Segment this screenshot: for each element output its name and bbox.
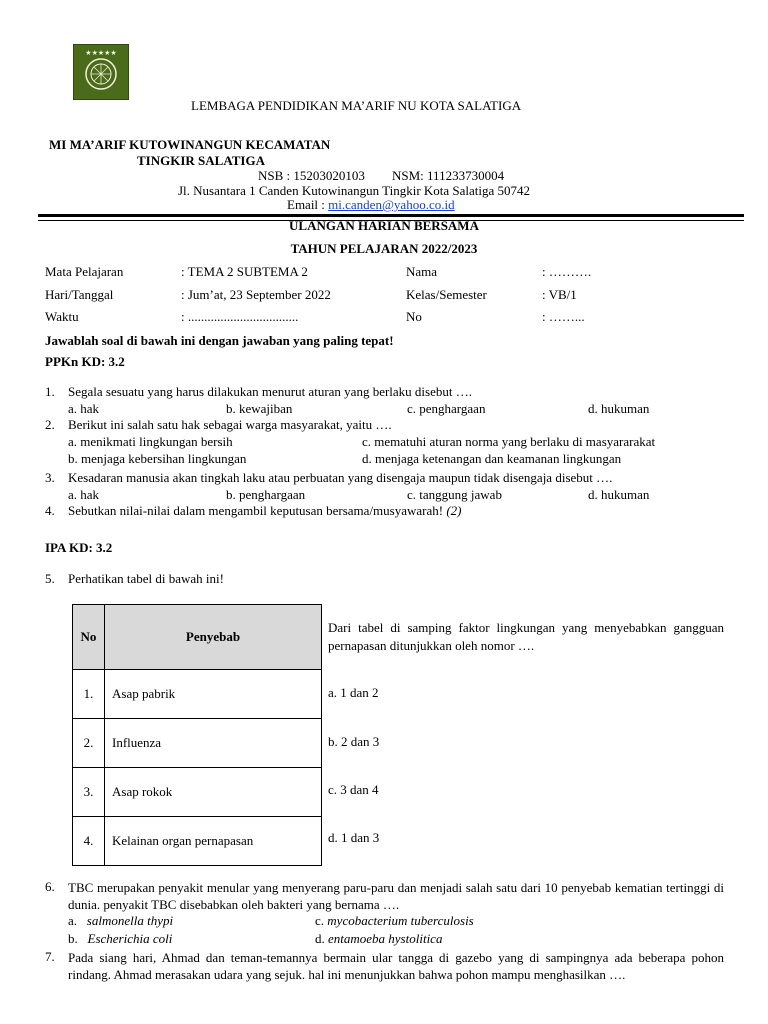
table-cell-no: 2. — [73, 719, 105, 768]
table-cell-no: 1. — [73, 670, 105, 719]
q2-text: Berikut ini salah satu hak sebagai warga masyarakat, yaitu …. — [68, 417, 392, 432]
email-label: Email : — [287, 197, 329, 212]
q1-number: 1. — [45, 384, 55, 399]
table-cell-no: 3. — [73, 768, 105, 817]
name-label: Nama — [406, 264, 438, 279]
institution-name: LEMBAGA PENDIDIKAN MA’ARIF NU KOTA SALATIGA — [191, 98, 522, 113]
q4-number: 4. — [45, 503, 55, 518]
q5-option-d: d. 1 dan 3 — [328, 830, 380, 845]
header-divider-thick — [38, 214, 744, 217]
q6-option-d-label: d. — [315, 931, 325, 946]
section-ipa: IPA KD: 3.2 — [45, 540, 113, 555]
table-cell-cause: Kelainan organ pernapasan — [105, 817, 322, 866]
q3-option-b: b. penghargaan — [226, 487, 306, 502]
q7-number: 7. — [45, 949, 55, 964]
exam-title: ULANGAN HARIAN BERSAMA — [289, 218, 479, 233]
q3-option-c: c. tanggung jawab — [407, 487, 502, 502]
q6-option-a-label: a. — [68, 913, 78, 928]
q6-option-a — [68, 913, 173, 929]
q4-text: Sebutkan nilai-nilai dalam mengambil keputusan bersama/musyawarah! — [68, 503, 447, 518]
email-line — [287, 197, 455, 213]
subject-value: : TEMA 2 SUBTEMA 2 — [181, 264, 308, 279]
q3-number: 3. — [45, 470, 55, 485]
q1-option-d: d. hukuman — [588, 401, 650, 416]
table-cell-no: 4. — [73, 817, 105, 866]
instruction: Jawablah soal di bawah ini dengan jawaban yang paling tepat! — [45, 333, 394, 348]
q2-option-b: b. menjaga kebersihan lingkungan — [68, 451, 247, 466]
q2-number: 2. — [45, 417, 55, 432]
q6-option-c-label: c. — [315, 913, 325, 928]
table-row — [73, 768, 322, 817]
number-value: : ……... — [542, 309, 585, 324]
q1-text: Segala sesuatu yang harus dilakukan menurut aturan yang berlaku disebut …. — [68, 384, 472, 399]
q3-text: Kesadaran manusia akan tingkah laku atau perbuatan yang disengaja maupun tidak disengaja disebut …. — [68, 470, 613, 485]
q5-side-text: Dari tabel di samping faktor lingkungan yang menyebabkan gangguan pernapasan ditunjukkan oleh nomor …. — [328, 620, 724, 653]
q6-option-d-text: entamoeba hystolitica — [328, 931, 443, 946]
time-value: : .................................. — [181, 309, 299, 324]
q2-option-a: a. menikmati lingkungan bersih — [68, 434, 233, 449]
q1-option-c: c. penghargaan — [407, 401, 486, 416]
name-value: : ………. — [542, 264, 592, 279]
q1-option-b: b. kewajiban — [226, 401, 293, 416]
section-ppkn: PPKn KD: 3.2 — [45, 354, 125, 369]
date-value: : Jum’at, 23 September 2022 — [181, 287, 331, 302]
q1-option-a: a. hak — [68, 401, 100, 416]
table-row — [73, 670, 322, 719]
table-header-cause: Penyebab — [105, 605, 322, 670]
nsm-number: NSM: 111233730004 — [392, 168, 505, 183]
q6-option-c — [315, 913, 474, 929]
q6-option-a-text: salmonella thypi — [86, 913, 174, 928]
date-label: Hari/Tanggal — [45, 287, 114, 302]
table-cell-cause: Asap pabrik — [105, 670, 322, 719]
q2-option-c: c. mematuhi aturan norma yang berlaku di masyararakat — [362, 434, 656, 449]
q3-option-d: d. hukuman — [588, 487, 650, 502]
q5-option-b: b. 2 dan 3 — [328, 734, 380, 749]
q5-option-a: a. 1 dan 2 — [328, 685, 379, 700]
q6-option-c-text: mycobacterium tuberculosis — [327, 913, 474, 928]
time-label: Waktu — [45, 309, 79, 324]
q3-option-a: a. hak — [68, 487, 100, 502]
svg-text:★★★★★: ★★★★★ — [85, 49, 117, 57]
q6-text: TBC merupakan penyakit menular yang menyerang paru-paru dan menjadi salah satu dari 10 penyebab kematian tertinggi di dunia. penyakit TBC disebabkan oleh bakteri yang bernama …. — [68, 880, 724, 912]
school-address: Jl. Nusantara 1 Canden Kutowinangun Tingkir Kota Salatiga 50742 — [178, 183, 531, 198]
exam-year: TAHUN PELAJARAN 2022/2023 — [290, 241, 478, 256]
email-link[interactable]: mi.canden@yahoo.co.id — [328, 197, 455, 212]
school-name-line2: TINGKIR SALATIGA — [137, 153, 265, 168]
table-cell-cause: Influenza — [105, 719, 322, 768]
table-cell-cause: Asap rokok — [105, 768, 322, 817]
number-label: No — [406, 309, 422, 324]
school-name-line1: MI MA’ARIF KUTOWINANGUN KECAMATAN — [49, 137, 331, 152]
q7-text: Pada siang hari, Ahmad dan teman-temannya bermain ular tangga di gazebo yang di sampingnya ada beberapa pohon rindang. Ahmad merasakan udara yang sejuk. hal ini menunjukkan bahwa pohon mampu menghasilkan …. — [68, 950, 724, 982]
q5-option-c: c. 3 dan 4 — [328, 782, 379, 797]
q4-line — [68, 503, 462, 519]
q6-option-d — [315, 931, 442, 947]
school-logo — [73, 44, 129, 100]
q5-text: Perhatikan tabel di bawah ini! — [68, 571, 224, 586]
class-value: : VB/1 — [542, 287, 577, 302]
q6-option-b-label: b. — [68, 931, 78, 946]
nsb-number: NSB : 15203020103 — [258, 168, 365, 183]
class-label: Kelas/Semester — [406, 287, 487, 302]
subject-label: Mata Pelajaran — [45, 264, 124, 279]
q5-number: 5. — [45, 571, 55, 586]
q6-option-b — [68, 931, 172, 947]
table-row — [73, 719, 322, 768]
q6-option-b-text: Escherichia coli — [87, 931, 173, 946]
table-header-row — [73, 605, 322, 670]
q2-option-d: d. menjaga ketenangan dan keamanan lingkungan — [362, 451, 622, 466]
table-row — [73, 817, 322, 866]
table-header-no: No — [73, 605, 105, 670]
q6-number: 6. — [45, 879, 55, 894]
q5-table — [72, 604, 322, 866]
q4-points: (2) — [446, 503, 462, 518]
